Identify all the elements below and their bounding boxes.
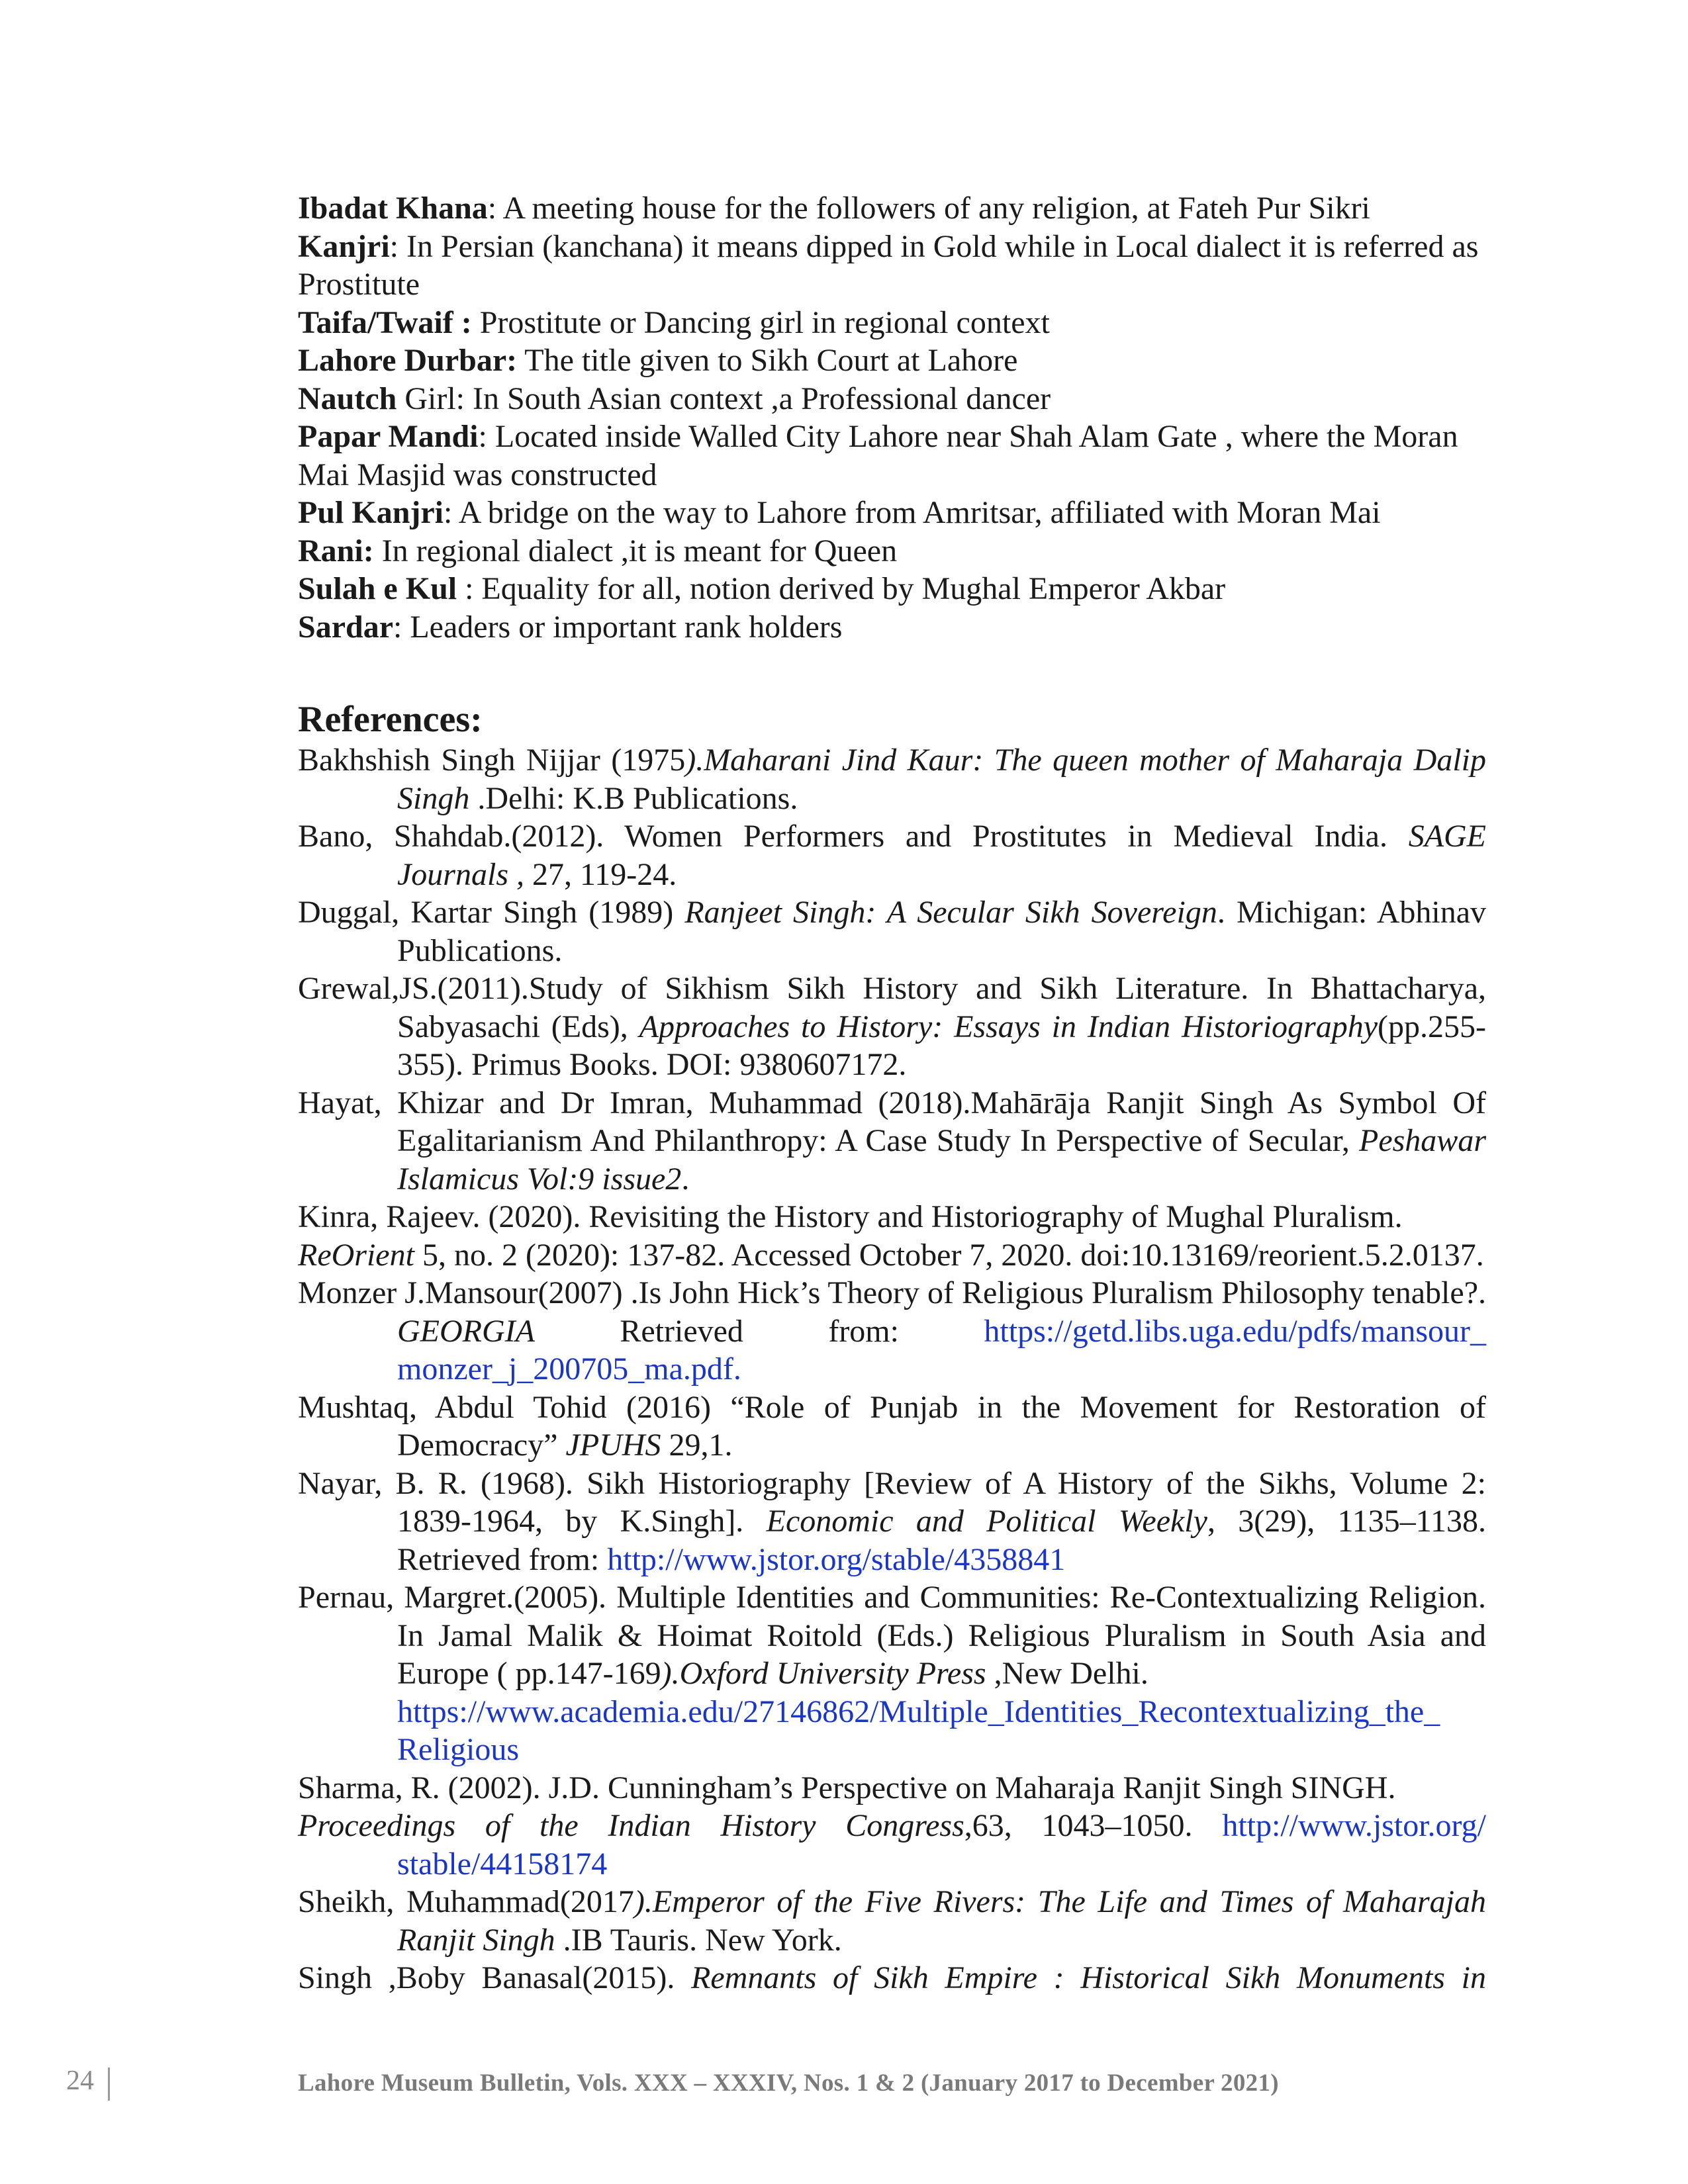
glossary-entry bbox=[298, 608, 1486, 647]
ref-title: Economic and Political Weekly bbox=[766, 1504, 1207, 1539]
ref-text: Hayat, Khizar and Dr Imran, Muhammad (2018).Mahārāja Ranjit Singh As Symbol Of Egalitarianism And Philanthropy: A Case Study In Perspective of Secular, bbox=[298, 1085, 1486, 1158]
reference-entry bbox=[298, 1236, 1486, 1275]
glossary-term: Nautch bbox=[298, 381, 397, 416]
glossary-entry bbox=[298, 532, 1486, 570]
glossary-term: Rani: bbox=[298, 533, 374, 569]
ref-title: Proceedings of the Indian History Congress bbox=[298, 1808, 964, 1843]
ref-text: .IB Tauris. New York. bbox=[555, 1922, 842, 1958]
glossary-term: Sardar bbox=[298, 609, 393, 645]
ref-title: ).Maharani Jind Kaur: The queen mother of Maharaja Dalip Singh bbox=[397, 743, 1486, 816]
reference-entry bbox=[298, 1198, 1486, 1236]
ref-text: 5, no. 2 (2020): 137-82. Accessed October 7, 2020. doi:10.13169/reorient.5.2.0137. bbox=[414, 1237, 1484, 1273]
glossary-term: Papar Mandi bbox=[298, 419, 479, 454]
ref-title: GEORGIA bbox=[397, 1313, 535, 1349]
references-heading: References: bbox=[298, 699, 483, 740]
glossary-term: Lahore Durbar: bbox=[298, 343, 518, 378]
ref-text: Nayar, B. R. (1968). Sikh Historiography [Review of A History of the Sikhs, Volume 2: 1839-1964, by K.Singh]. bbox=[298, 1465, 1486, 1539]
reference-entry bbox=[298, 741, 1486, 817]
ref-text: (pp.255-355). Primus Books. DOI: 9380607172. bbox=[397, 1009, 1486, 1082]
reference-entry bbox=[298, 1578, 1486, 1693]
ref-text: Pernau, Margret.(2005). Multiple Identities and Communities: Re-Contextualizing Religion. In Jamal Malik & Hoimat Roitold (Eds.) Religious Pluralism in South Asia and Europe ( pp.147-169 bbox=[298, 1580, 1486, 1691]
glossary-definition: Girl: In South Asian context ,a Professional dancer bbox=[397, 381, 1051, 416]
reference-entry bbox=[298, 1465, 1486, 1579]
glossary-entry bbox=[298, 570, 1486, 608]
glossary-entry bbox=[298, 228, 1486, 304]
ref-text: Bakhshish Singh Nijjar (1975 bbox=[298, 743, 686, 778]
reference-entry bbox=[298, 1274, 1486, 1388]
ref-text: Retrieved from: bbox=[534, 1313, 984, 1349]
ref-title: ).Emperor of the Five Rivers: The Life and Times of Maharajah Ranjit Singh bbox=[397, 1884, 1486, 1958]
ref-text: . bbox=[681, 1161, 690, 1197]
ref-text: Singh ,Boby Banasal(2015). bbox=[298, 1960, 692, 1995]
ref-text: .Delhi: K.B Publications. bbox=[469, 780, 798, 816]
glossary-term: Sulah e Kul bbox=[298, 571, 457, 606]
glossary-definition: : Equality for all, notion derived by Mughal Emperor Akbar bbox=[457, 571, 1226, 606]
ref-title: ).Oxford University Press bbox=[661, 1656, 986, 1691]
reference-entry bbox=[298, 1959, 1486, 1997]
glossary-entry bbox=[298, 304, 1486, 342]
journal-title: Lahore Museum Bulletin, Vols. XXX – XXXIV, Nos. 1 & 2 (January 2017 to December 2021) bbox=[298, 2070, 1279, 2097]
ref-text: , 3(29), 1135–1138. Retrieved from: bbox=[397, 1504, 1486, 1577]
ref-text: . Michigan: Abhinav Publications. bbox=[397, 895, 1487, 968]
reference-entry bbox=[298, 1883, 1486, 1959]
glossary-term: Ibadat Khana bbox=[298, 191, 488, 226]
ref-link[interactable]: https://www.academia.edu/27146862/Multiple_Identities_Recontextualizing_the_ Religious bbox=[397, 1694, 1440, 1767]
reference-entry bbox=[298, 1769, 1486, 1807]
ref-title: SAGE Journals , bbox=[397, 819, 1486, 892]
glossary-definition: In regional dialect ,it is meant for Queen bbox=[373, 533, 898, 569]
reference-entry bbox=[298, 1388, 1486, 1465]
reference-entry bbox=[298, 970, 1486, 1084]
glossary-entry bbox=[298, 341, 1486, 380]
reference-entry bbox=[298, 817, 1486, 893]
page-number: 24 bbox=[66, 2066, 94, 2096]
glossary-entry bbox=[298, 494, 1486, 532]
glossary-entry bbox=[298, 380, 1486, 418]
glossary-term: Kanjri bbox=[298, 228, 390, 264]
ref-link[interactable]: http://www.jstor.org/stable/4358841 bbox=[607, 1541, 1066, 1577]
ref-title: Peshawar Islamicus Vol:9 issue2 bbox=[397, 1123, 1486, 1197]
ref-text: Duggal, Kartar Singh (1989) bbox=[298, 895, 685, 930]
ref-text: Bano, Shahdab.(2012). Women Performers and Prostitutes in Medieval India. bbox=[298, 819, 1409, 854]
glossary-term: Pul Kanjri bbox=[298, 495, 444, 530]
glossary-entry bbox=[298, 189, 1486, 228]
ref-title: Approaches to History: Essays in Indian Historiography bbox=[639, 1009, 1378, 1044]
page-body bbox=[298, 189, 1486, 1997]
glossary-definition: : Located inside Walled City Lahore near Shah Alam Gate , where the Moran Mai Masjid was constructed bbox=[298, 419, 1458, 492]
ref-text: ,63, 1043–1050. bbox=[964, 1808, 1223, 1843]
glossary-definition: The title given to Sikh Court at Lahore bbox=[517, 343, 1018, 378]
page-footer bbox=[0, 2065, 1688, 2111]
ref-text: 27, 119-24. bbox=[524, 856, 677, 892]
ref-text: Monzer J.Mansour(2007) .Is John Hick’s Theory of Religious Pluralism Philosophy tenable?. bbox=[298, 1275, 1486, 1310]
ref-text: Kinra, Rajeev. (2020). Revisiting the History and Historiography of Mughal Pluralism. bbox=[298, 1199, 1403, 1234]
reference-entry bbox=[298, 1807, 1486, 1883]
ref-text: Grewal,JS.(2011).Study of Sikhism Sikh History and Sikh Literature. In Bhattacharya, Sabyasachi (Eds), bbox=[298, 971, 1486, 1044]
glossary-definition: : A meeting house for the followers of any religion, at Fateh Pur Sikri bbox=[487, 191, 1370, 226]
ref-text: Mushtaq, Abdul Tohid (2016) “Role of Punjab in the Movement for Restoration of Democracy” bbox=[298, 1389, 1486, 1463]
ref-title: JPUHS bbox=[565, 1428, 661, 1463]
ref-text: Sharma, R. (2002). J.D. Cunningham’s Perspective on Maharaja Ranjit Singh SINGH. bbox=[298, 1770, 1396, 1805]
ref-link[interactable]: http://www.jstor.org/ stable/44158174 bbox=[397, 1808, 1487, 1882]
glossary-term: Taifa/Twaif : bbox=[298, 304, 472, 340]
reference-list bbox=[298, 741, 1486, 1997]
reference-entry bbox=[298, 1084, 1486, 1199]
glossary-definition: : Leaders or important rank holders bbox=[393, 609, 843, 645]
glossary-definition: : In Persian (kanchana) it means dipped in Gold while in Local dialect it is referred as Prostitute bbox=[298, 228, 1479, 302]
ref-text: 29,1. bbox=[661, 1428, 733, 1463]
footer-divider bbox=[108, 2068, 110, 2101]
ref-title: ReOrient bbox=[298, 1237, 414, 1273]
glossary-entry bbox=[298, 418, 1486, 494]
glossary bbox=[298, 189, 1486, 646]
glossary-definition: : A bridge on the way to Lahore from Amritsar, affiliated with Moran Mai bbox=[444, 495, 1381, 530]
ref-link[interactable]: https://getd.libs.uga.edu/pdfs/mansour_ monzer_j_200705_ma.pdf. bbox=[397, 1313, 1486, 1387]
glossary-definition: Prostitute or Dancing girl in regional context bbox=[471, 304, 1050, 340]
ref-text: ,New Delhi. bbox=[986, 1656, 1149, 1691]
ref-title: Remnants of Sikh Empire : Historical Sikh Monuments in bbox=[691, 1960, 1486, 1995]
ref-text: Sheikh, Muhammad(2017 bbox=[298, 1884, 634, 1919]
ref-title: Ranjeet Singh: A Secular Sikh Sovereign bbox=[684, 895, 1217, 930]
reference-entry bbox=[298, 893, 1486, 970]
